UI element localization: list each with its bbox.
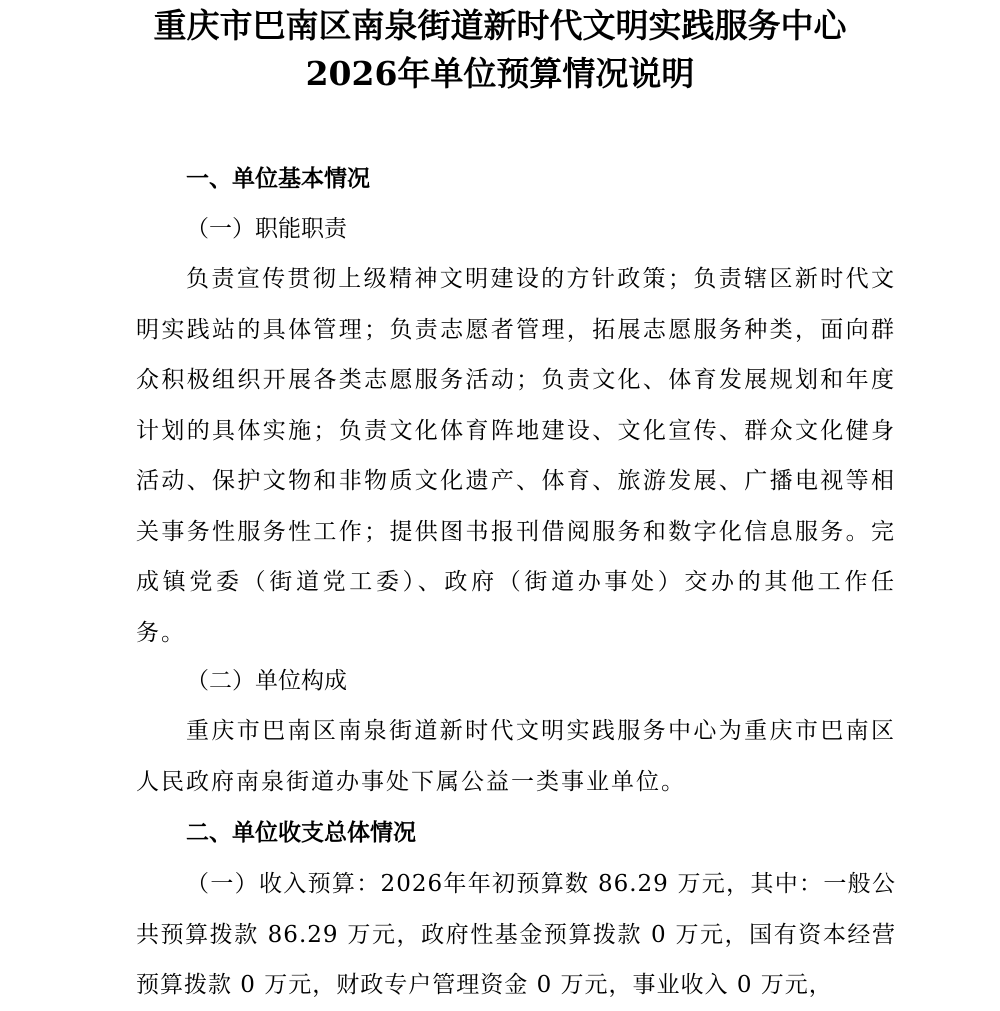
paragraph-functions: 负责宣传贯彻上级精神文明建设的方针政策；负责辖区新时代文明实践站的具体管理；负责志愿者管理，拓展志愿服务种类，面向群众积极组织开展各类志愿服务活动；负责文化、体育发展规划和年度计划的具体实施；负责文化体育阵地建设、文化宣传、群众文化健身活动、保护文物和非物质文化遗产、体育、旅游发展、广播电视等相关事务性服务性工作；提供图书报刊借阅服务和数字化信息服务。完成镇党委（街道党工委）、政府（街道办事处）交办的其他工作任务。 xyxy=(136,266,896,646)
subheading-functions: （一）职能职责 xyxy=(186,216,347,242)
paragraph-composition: 重庆市巴南区南泉街道新时代文明实践服务中心为重庆市巴南区人民政府南泉街道办事处下属公益一类事业单位。 xyxy=(136,718,896,795)
document-title-line-2: 2026年单位预算情况说明 xyxy=(305,54,695,93)
section-heading-budget-overview: 二、单位收支总体情况 xyxy=(186,820,416,846)
document-title-line-1: 重庆市巴南区南泉街道新时代文明实践服务中心 xyxy=(153,6,847,45)
paragraph-income-budget: （一）收入预算：2026年年初预算数 86.29 万元，其中：一般公共预算拨款 86.29 万元，政府性基金预算拨款 0 万元，国有资本经营预算拨款 0 万元，财政专户管理资金 0 万元，事业收入 0 万元， xyxy=(136,871,896,998)
section-heading-basic-info: 一、单位基本情况 xyxy=(186,166,370,192)
subheading-composition: （二）单位构成 xyxy=(186,668,347,694)
